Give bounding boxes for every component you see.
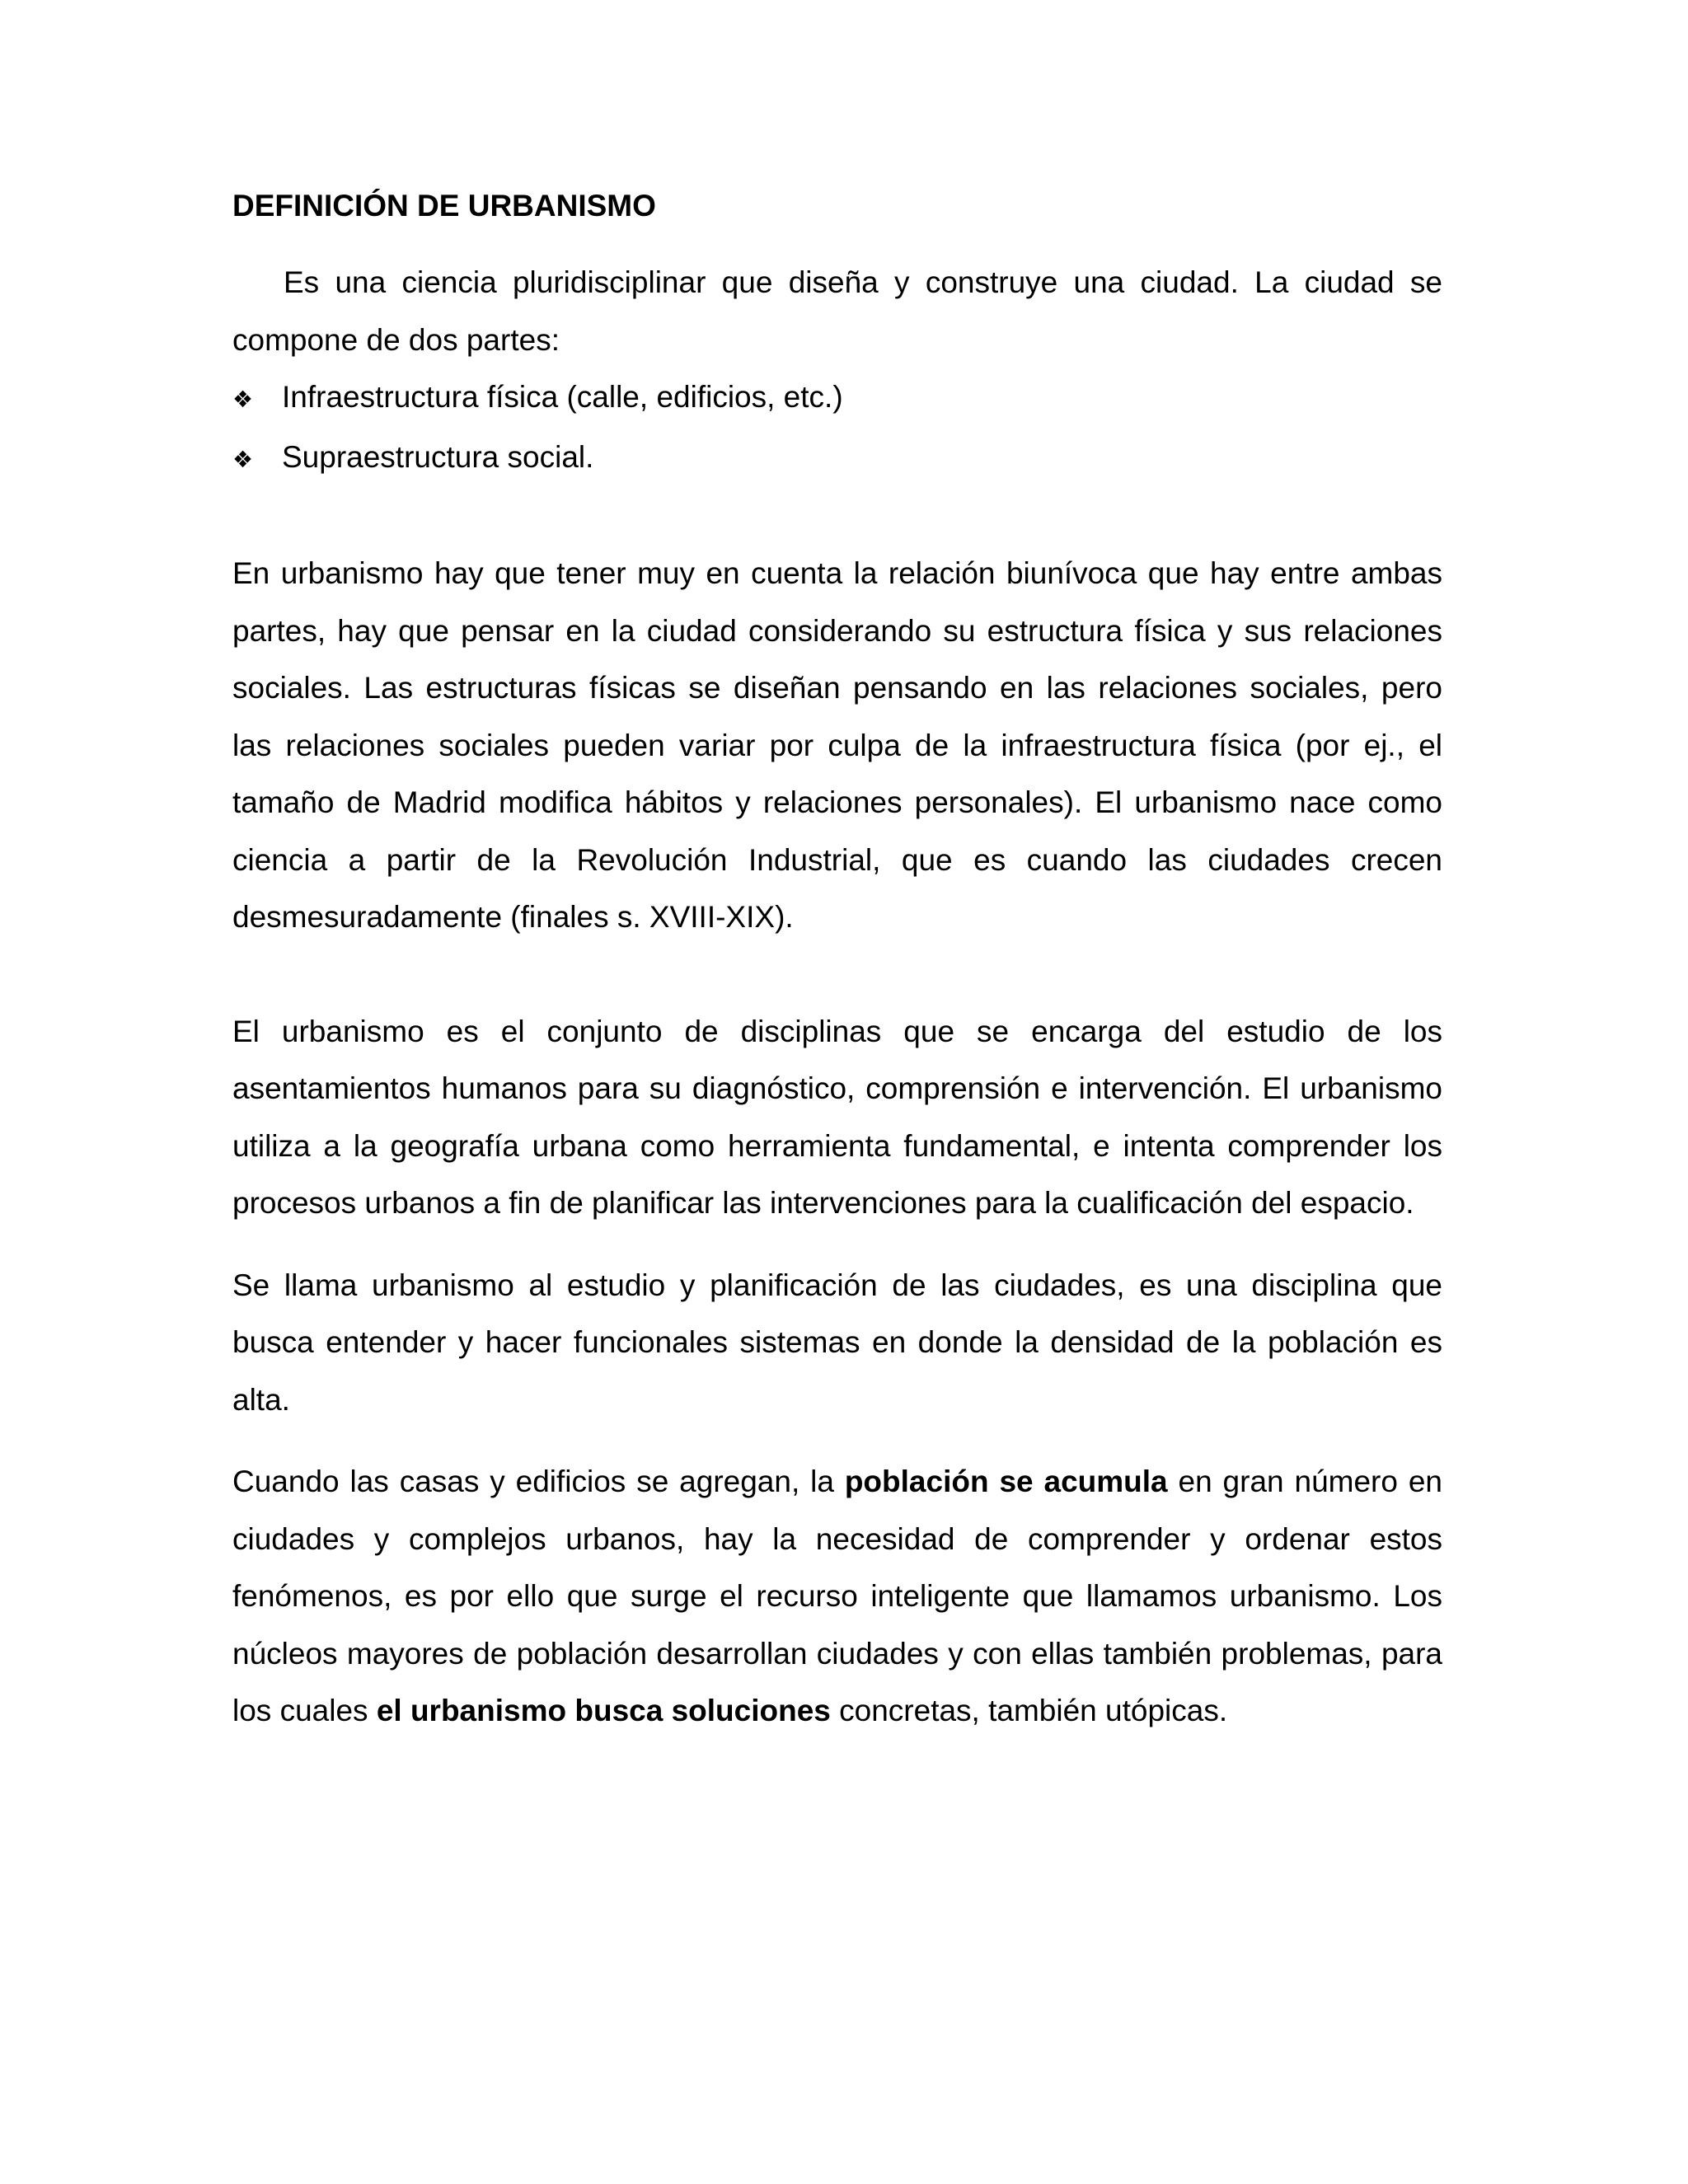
list-item-text: Infraestructura física (calle, edificios, etc.) [282, 380, 843, 414]
spacer [232, 488, 1442, 545]
four-diamond-bullet-icon: ❖ [232, 387, 254, 412]
list-item [232, 429, 1442, 489]
spacer [232, 946, 1442, 1003]
bullet-list [232, 368, 1442, 488]
intro-paragraph: Es una ciencia pluridisciplinar que diseña y construye una ciudad. La ciudad se compone de dos partes: [232, 265, 1442, 357]
emphasis-text: población se acumula [844, 1465, 1168, 1498]
spacer [232, 1428, 1442, 1453]
list-item-text: Supraestructura social. [282, 439, 594, 474]
paragraph-text: concretas, también utópicas. [830, 1694, 1228, 1727]
paragraph-text: en gran número en ciudades y complejos urbanos, hay la necesidad de comprender y ordenar estos fenómenos, es por ello que surge el recurso inteligente que llamamos urbanismo. Los núcleos mayores de población desarrollan ciudades y con ellas también problemas, para los cuales [232, 1465, 1442, 1727]
document-title: DEFINICIÓN DE URBANISMO [232, 189, 656, 223]
paragraph-text: Cuando las casas y edificios se agregan, la [232, 1465, 845, 1498]
paragraph-definition: El urbanismo es el conjunto de disciplinas que se encarga del estudio de los asentamientos humanos para su diagnóstico, comprensión e intervención. El urbanismo utiliza a la geografía urbana como herramienta fundamental, e intenta comprender los procesos urbanos a fin de planificar las intervenciones para la cualificación del espacio. [232, 1014, 1442, 1220]
spacer [232, 1232, 1442, 1257]
four-diamond-bullet-icon: ❖ [232, 446, 254, 472]
document-page [232, 188, 1442, 1740]
paragraph-relation: En urbanismo hay que tener muy en cuenta la relación biunívoca que hay entre ambas partes, hay que pensar en la ciudad considerando su estructura física y sus relaciones sociales. Las estructuras físicas se diseñan pensando en las relaciones sociales, pero las relaciones sociales pueden variar por culpa de la infraestructura física (por ej., el tamaño de Madrid modifica hábitos y relaciones personales). El urbanismo nace como ciencia a partir de la Revolución Industrial, que es cuando las ciudades crecen desmesuradamente (finales s. XVIII-XIX). [232, 556, 1442, 934]
list-item [232, 368, 1442, 429]
paragraph-population [232, 1453, 1442, 1740]
paragraph-planning: Se llama urbanismo al estudio y planificación de las ciudades, es una disciplina que busca entender y hacer funcionales sistemas en donde la densidad de la población es alta. [232, 1268, 1442, 1417]
emphasis-text: el urbanismo busca soluciones [376, 1694, 831, 1727]
